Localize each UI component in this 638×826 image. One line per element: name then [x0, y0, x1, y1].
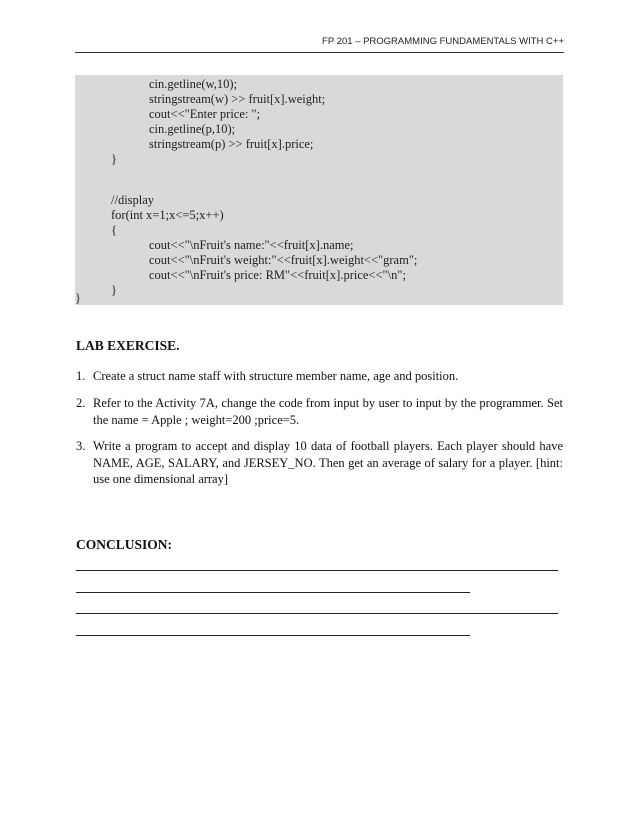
- code-line: cout<<"Enter price: ";: [149, 107, 261, 121]
- exercise-number: 1.: [76, 369, 86, 383]
- code-line: //display: [111, 193, 155, 207]
- conclusion-answer-line: [76, 570, 558, 571]
- code-block: [75, 75, 563, 305]
- conclusion-answer-line: [76, 592, 470, 593]
- exercise-text: Write a program to accept and display 10 data of football players. Each player should have NAME, AGE, SALARY, and JERSEY_NO. Then get an average of salary for a player. [hint: use one dimensional array]: [93, 439, 563, 486]
- code-line: stringstream(w) >> fruit[x].weight;: [149, 92, 326, 106]
- code-line: cin.getline(w,10);: [149, 77, 238, 91]
- code-line: cin.getline(p,10);: [149, 122, 236, 136]
- exercise-text: Create a struct name staff with structure member name, age and position.: [93, 369, 459, 383]
- code-line: cout<<"\nFruit's name:"<<fruit[x].name;: [149, 238, 354, 252]
- exercise-number: 2.: [76, 396, 86, 410]
- code-line: }: [111, 283, 117, 297]
- code-line: cout<<"\nFruit's price: RM"<<fruit[x].price<<"\n";: [149, 268, 406, 282]
- exercise-text: Refer to the Activity 7A, change the code from input by user to input by the programmer. Set the name = Apple ; weight=200 ;price=5.: [93, 396, 563, 427]
- page-header-title: FP 201 – PROGRAMMING FUNDAMENTALS WITH C++: [322, 36, 564, 47]
- header-divider: [75, 52, 564, 53]
- exercise-number: 3.: [76, 439, 86, 453]
- conclusion-answer-line: [76, 613, 558, 614]
- code-line: }: [111, 152, 117, 166]
- code-line: }: [75, 291, 81, 305]
- code-line: stringstream(p) >> fruit[x].price;: [149, 137, 314, 151]
- code-line: cout<<"\nFruit's weight:"<<fruit[x].weight<<"gram";: [149, 253, 418, 267]
- lab-exercise-heading: LAB EXERCISE.: [76, 338, 180, 353]
- conclusion-heading: CONCLUSION:: [76, 537, 173, 552]
- code-line: for(int x=1;x<=5;x++): [111, 208, 224, 222]
- code-line: {: [111, 223, 117, 237]
- conclusion-answer-line: [76, 635, 470, 636]
